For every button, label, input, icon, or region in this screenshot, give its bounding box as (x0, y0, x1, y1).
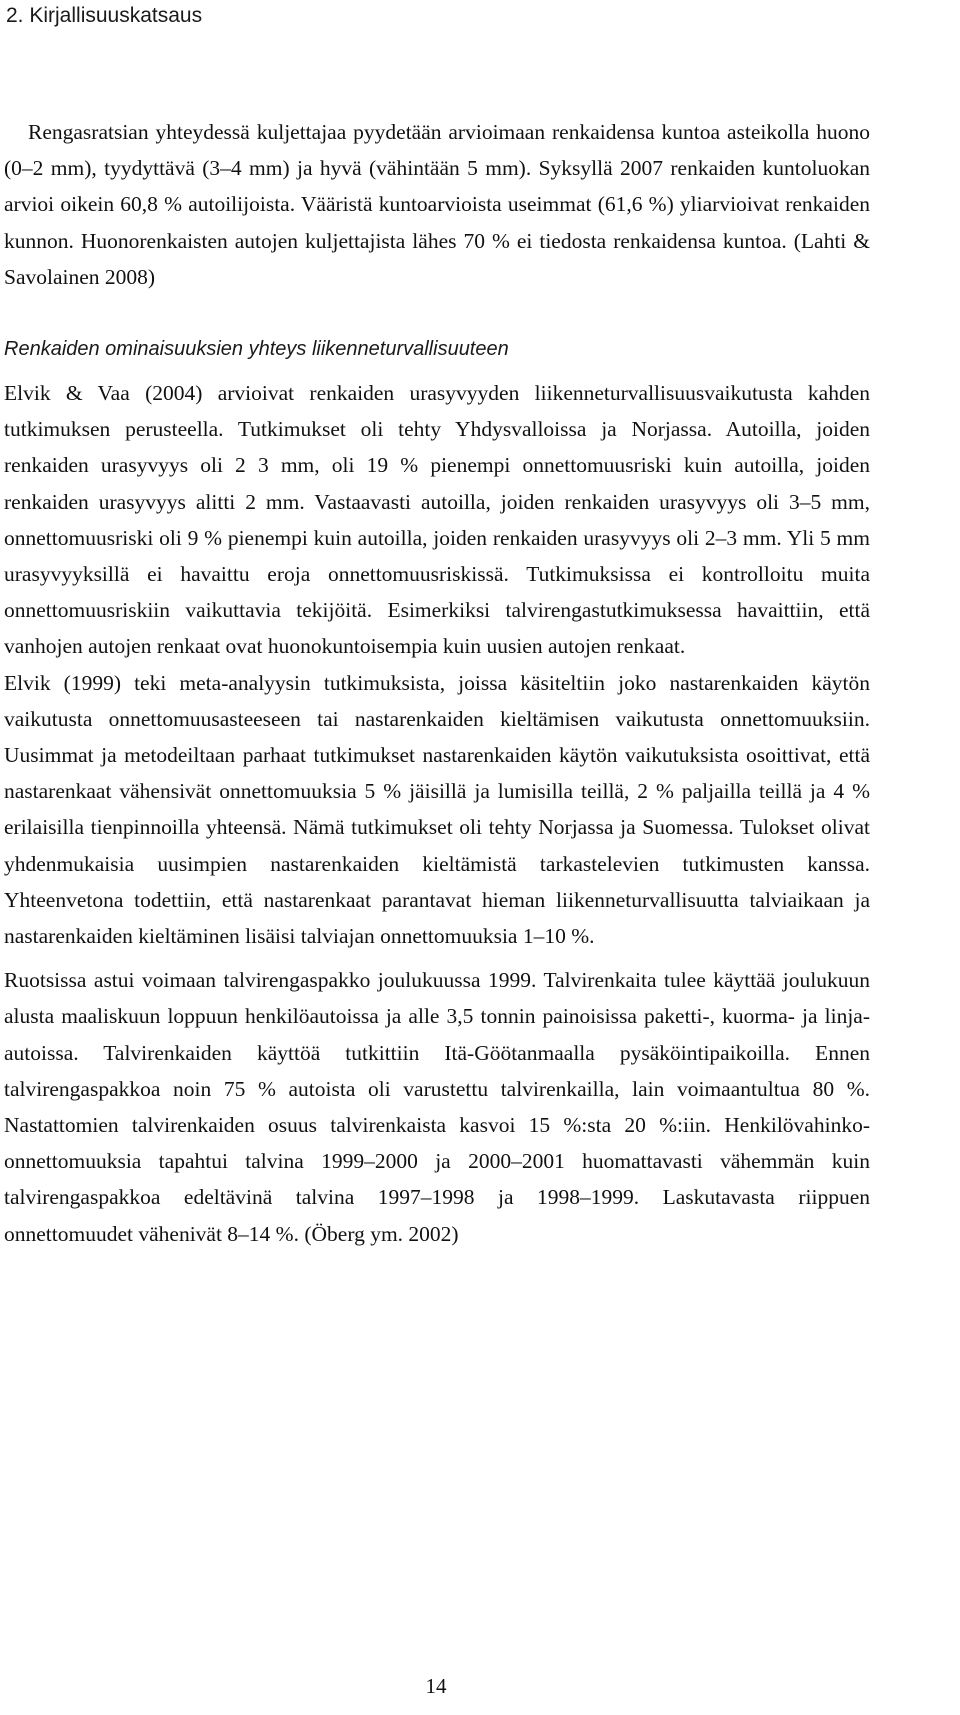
chapter-title: 2. Kirjallisuuskatsaus (6, 4, 203, 27)
paragraph-tread-depth: Elvik & Vaa (2004) arvioivat renkaiden urasyvyyden liikenneturvallisuusvaikutusta kahden tutkimuksen perusteella. Tutkimukset oli tehty Yhdysvalloissa ja Norjassa. Autoilla, joiden renkaiden urasyvyys oli 2 3 mm, oli 19 % pienempi onnettomuusriski kuin autoilla, joiden renkaiden urasyvyys alitti 2 mm. Vastaavasti autoilla, joiden renkaiden urasyvyys oli 3–5 mm, onnettomuusriski oli 9 % pienempi kuin autoilla, joiden renkaiden urasyvyys oli 2–3 mm. Yli 5 mm urasyvyyksillä ei havaittu eroja onnettomuusriskissä. Tutkimuksissa ei kontrolloitu muita onnettomuusriskiin vaikuttavia tekijöitä. Esimerkiksi talvirengastutkimuksessa havaittiin, että vanhojen autojen renkaat ovat huonokuntoisempia kuin uusien autojen renkaat. (4, 381, 870, 659)
paragraph-studded-tires: Elvik (1999) teki meta-analyysin tutkimuksista, joissa käsiteltiin joko nastarenkaiden käytön vaikutusta onnettomuusasteeseen tai nastarenkaiden kieltämisen vaikutusta onnettomuuksiin. Uusimmat ja metodeiltaan parhaat tutkimukset nastarenkaiden käytön vaikutuksista osoittivat, että nastarenkaat vähensivät onnettomuuksia 5 % jäisillä ja lumisilla teillä, 2 % paljailla teillä ja 4 % erilaisilla tienpinnoilla yhteensä. Nämä tutkimukset oli tehty Norjassa ja Suomessa. Tulokset olivat yhdenmukaisia uusimpien nastarenkaiden kieltämistä tarkastelevien tutkimusten kanssa. Yhteenvetona todettiin, että nastarenkaat parantavat hieman liikenneturvallisuutta talviaikaan ja nastarenkaiden kieltäminen lisäisi talviajan onnettomuuksia 1–10 %. (4, 670, 870, 949)
page-number: 14 (425, 1674, 447, 1698)
section-heading: Renkaiden ominaisuuksien yhteys liikenneturvallisuuteen (4, 338, 509, 361)
paragraph-sweden-winter-tires: Ruotsissa astui voimaan talvirengaspakko joulukuussa 1999. Talvirenkaita tulee käyttää joulukuun alusta maaliskuun loppuun henkilöautoissa ja alle 3,5 tonnin painoisissa paketti-, kuorma- ja linja-autoissa. Talvirenkaiden käyttöä tutkittiin Itä-Göötanmaalla pysäköintipaikoilla. Ennen talvirengaspakkoa noin 75 % autoista oli varustettu talvirenkailla, lain voimaantultua 80 %. Nastattomien talvirenkaiden osuus talvirenkaista kasvoi 15 %:sta 20 %:iin. Henkilövahinkoonnettomuuksia tapahtui talvina 1999–2000 ja 2000–2001 huomattavasti vähemmän kuin talvirengaspakkoa edeltävinä talvina 1997–1998 ja 1998–1999. Laskutavasta riippuen onnettomuudet vähenivät 8–14 %. (Öberg ym. 2002) (4, 968, 870, 1246)
paragraph-tire-inspection: Rengasratsian yhteydessä kuljettajaa pyydetään arvioimaan renkaidensa kuntoa asteikolla huono (0–2 mm), tyydyttävä (3–4 mm) ja hyvä (vähintään 5 mm). Syksyllä 2007 renkaiden kuntoluokan arvioi oikein 60,8 % autoilijoista. Vääristä kuntoarvioista useimmat (61,6 %) yliarvioivat renkaiden kunnon. Huonorenkaisten autojen kuljettajista lähes 70 % ei tiedosta renkaidensa kuntoa. (Lahti & Savolainen 2008) (4, 120, 870, 289)
document-body (4, 114, 870, 1252)
